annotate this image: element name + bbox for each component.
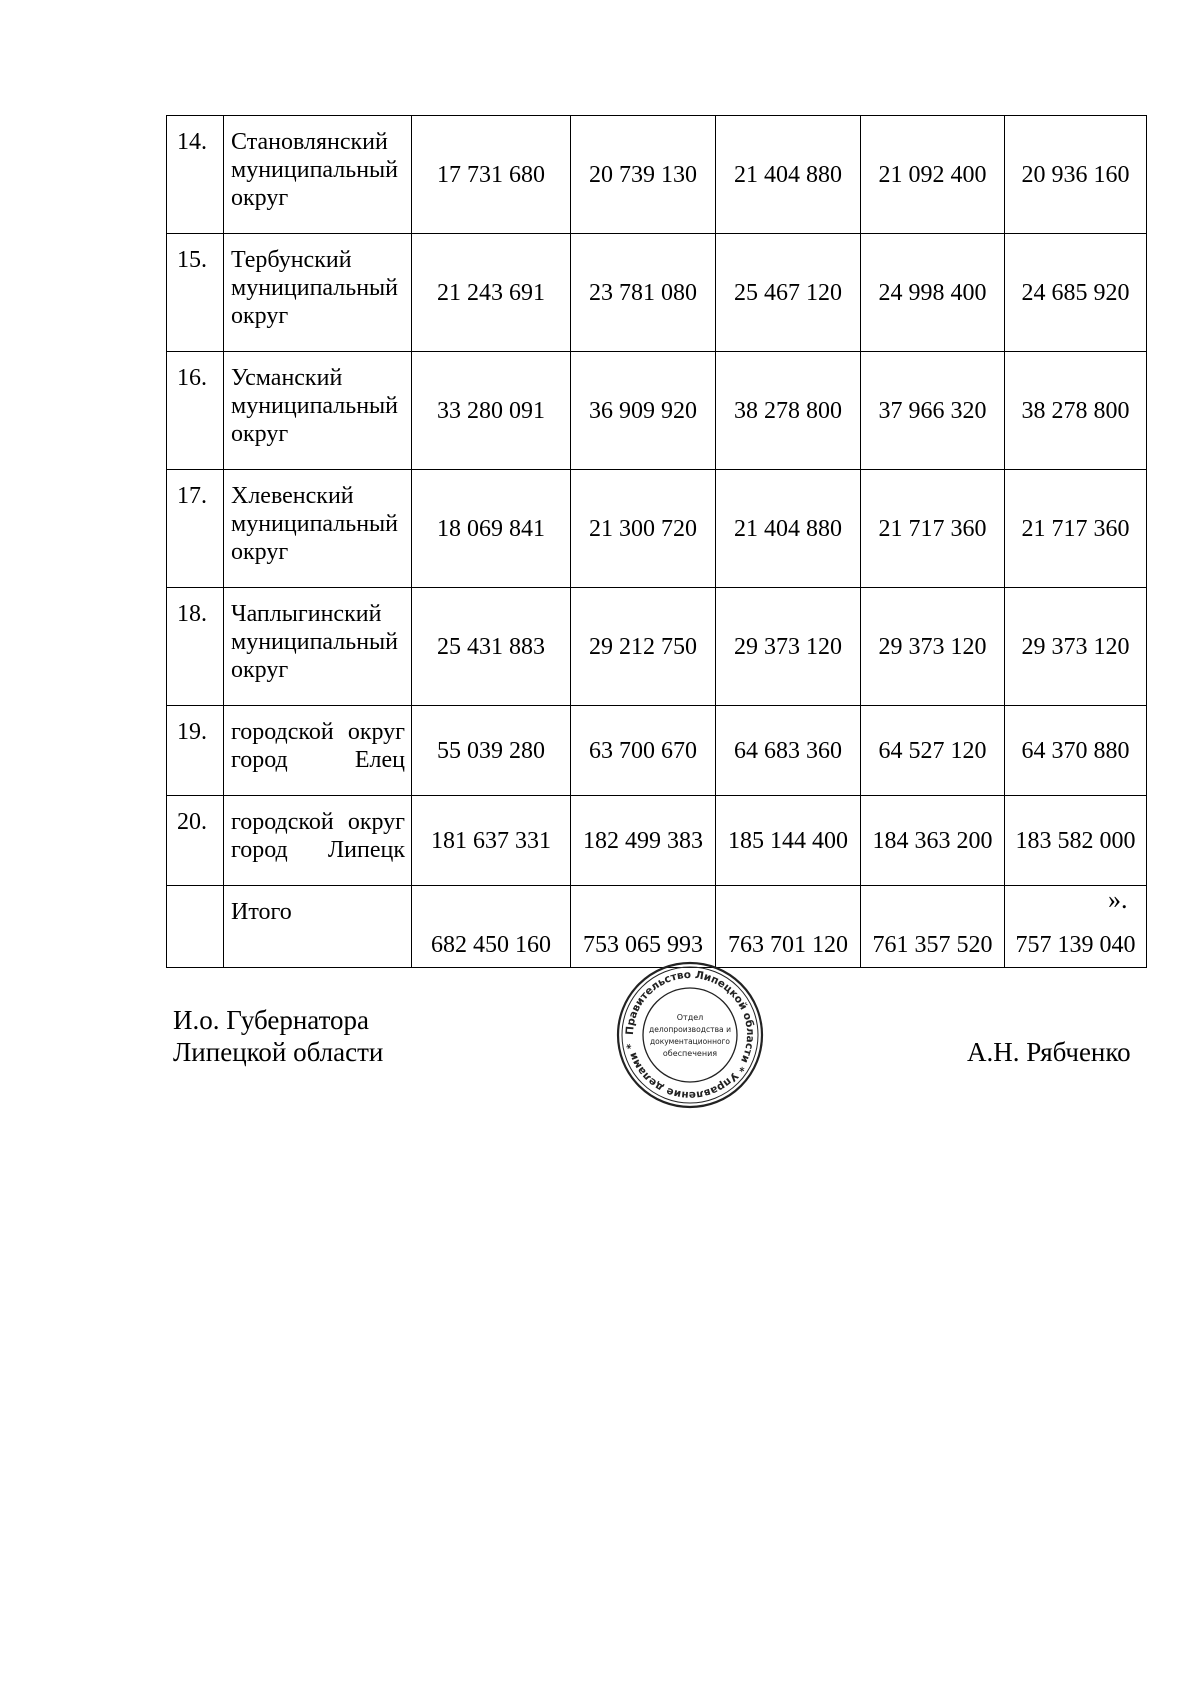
value-cell: 38 278 800 <box>716 352 861 470</box>
value-cell: 21 243 691 <box>412 234 571 352</box>
row-number: 17. <box>167 470 224 588</box>
municipality-name: Тербунский муниципальный округ <box>224 234 412 352</box>
table-row <box>167 706 1147 796</box>
row-number: 16. <box>167 352 224 470</box>
row-number: 15. <box>167 234 224 352</box>
official-stamp-seal <box>615 960 765 1110</box>
table-row <box>167 470 1147 588</box>
table-row <box>167 116 1147 234</box>
value-cell: 18 069 841 <box>412 470 571 588</box>
signatory-title <box>173 1004 383 1068</box>
value-cell: 33 280 091 <box>412 352 571 470</box>
stamp-outer-text: Правительство Липецкой области * Управление делами * <box>623 968 757 1102</box>
value-cell: 29 212 750 <box>571 588 716 706</box>
value-cell: 21 404 880 <box>716 470 861 588</box>
municipality-name: Хлевенский муниципальный округ <box>224 470 412 588</box>
value-cell: 25 467 120 <box>716 234 861 352</box>
value-cell: 21 300 720 <box>571 470 716 588</box>
value-cell: 181 637 331 <box>412 796 571 886</box>
value-cell: 21 404 880 <box>716 116 861 234</box>
value-cell: 63 700 670 <box>571 706 716 796</box>
stamp-inner-text: Отдел <box>676 1013 704 1022</box>
svg-text:Правительство Липецкой области <box>624 969 756 1101</box>
value-cell: 21 092 400 <box>861 116 1005 234</box>
stamp-inner-text: делопроизводства и <box>649 1025 731 1034</box>
value-cell: 64 527 120 <box>861 706 1005 796</box>
table-row <box>167 796 1147 886</box>
row-number: 20. <box>167 796 224 886</box>
value-cell: 55 039 280 <box>412 706 571 796</box>
signatory-name: А.Н. Рябченко <box>967 1037 1131 1067</box>
value-cell: 24 685 920 <box>1005 234 1147 352</box>
value-cell: 21 717 360 <box>1005 470 1147 588</box>
value-cell: 23 781 080 <box>571 234 716 352</box>
municipality-name: городской округ город Липецк <box>224 796 412 886</box>
budget-table <box>166 115 1147 968</box>
table-row <box>167 352 1147 470</box>
value-cell: 29 373 120 <box>1005 588 1147 706</box>
row-number <box>167 886 224 968</box>
stamp-inner-text: документационного <box>650 1037 731 1046</box>
municipality-name: Чаплыгинский муниципальный округ <box>224 588 412 706</box>
municipality-name: Усманский муниципальный округ <box>224 352 412 470</box>
row-number: 19. <box>167 706 224 796</box>
value-cell: 29 373 120 <box>861 588 1005 706</box>
signatory-title-line: И.о. Губернатора <box>173 1005 370 1035</box>
value-cell: 183 582 000 <box>1005 796 1147 886</box>
total-value-cell: 763 701 120 <box>716 886 861 968</box>
value-cell: 17 731 680 <box>412 116 571 234</box>
total-value-cell: 753 065 993 <box>571 886 716 968</box>
value-cell: 25 431 883 <box>412 588 571 706</box>
value-cell: 20 936 160 <box>1005 116 1147 234</box>
row-number: 18. <box>167 588 224 706</box>
value-cell: 37 966 320 <box>861 352 1005 470</box>
value-cell: 64 370 880 <box>1005 706 1147 796</box>
table-row <box>167 234 1147 352</box>
value-cell: 21 717 360 <box>861 470 1005 588</box>
municipality-name: Становлянский муниципальный округ <box>224 116 412 234</box>
signatory-title-line: Липецкой области <box>173 1037 384 1067</box>
total-value-cell: 757 139 040 <box>1005 886 1147 968</box>
value-cell: 184 363 200 <box>861 796 1005 886</box>
total-value-cell: 682 450 160 <box>412 886 571 968</box>
municipality-name: городской округ город Елец <box>224 706 412 796</box>
value-cell: 24 998 400 <box>861 234 1005 352</box>
closing-quote: ». <box>1108 885 1128 914</box>
value-cell: 36 909 920 <box>571 352 716 470</box>
value-cell: 29 373 120 <box>716 588 861 706</box>
value-cell: 182 499 383 <box>571 796 716 886</box>
value-cell: 64 683 360 <box>716 706 861 796</box>
total-value-cell: 761 357 520 <box>861 886 1005 968</box>
total-label: Итого <box>224 886 412 968</box>
table-row <box>167 588 1147 706</box>
value-cell: 20 739 130 <box>571 116 716 234</box>
value-cell: 185 144 400 <box>716 796 861 886</box>
value-cell: 38 278 800 <box>1005 352 1147 470</box>
row-number: 14. <box>167 116 224 234</box>
stamp-inner-text: обеспечения <box>662 1049 718 1058</box>
total-row <box>167 886 1147 968</box>
